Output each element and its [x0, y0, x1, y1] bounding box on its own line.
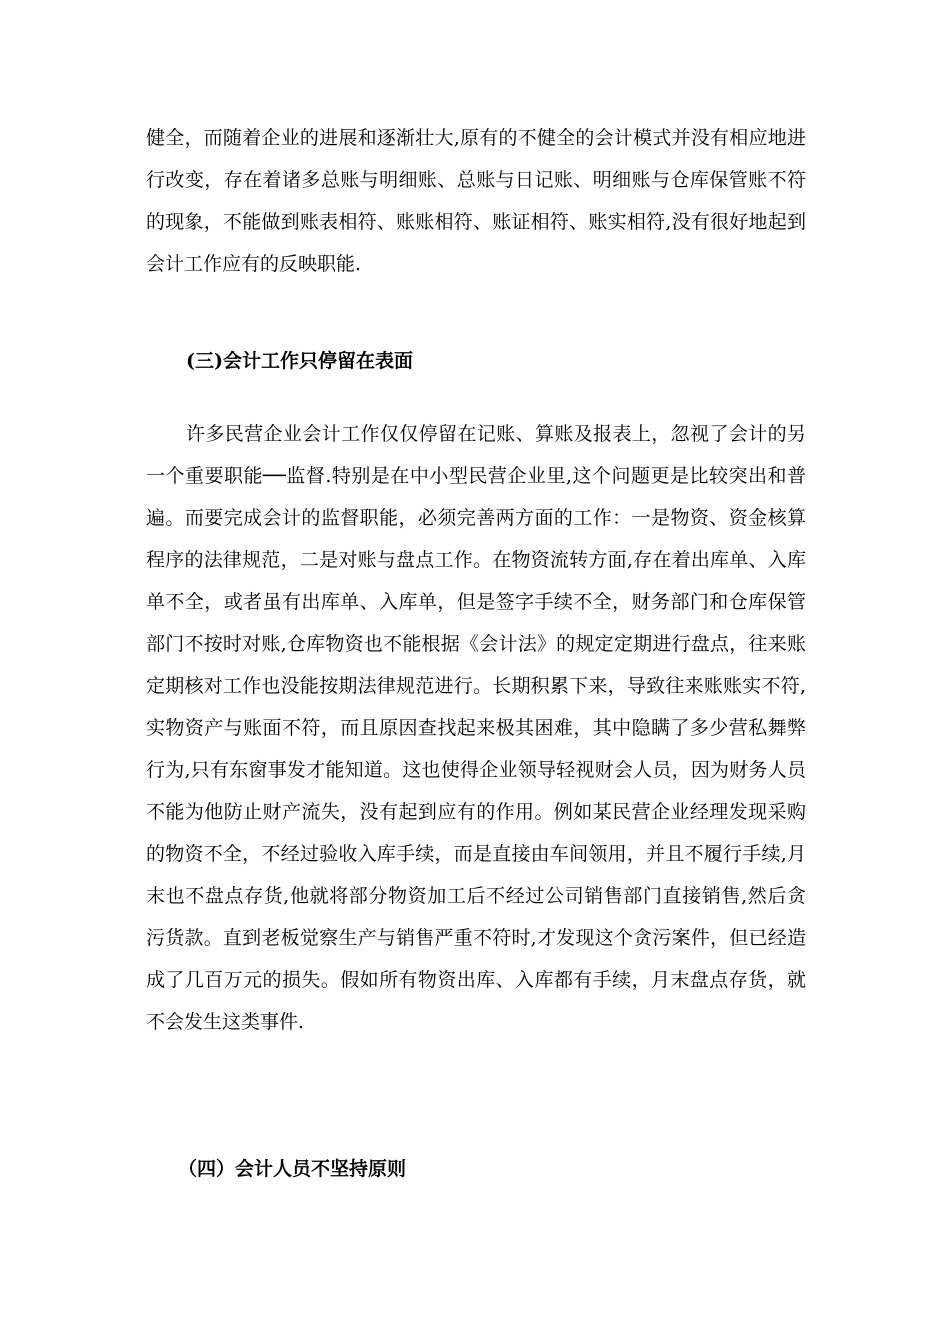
text-line: 的物资不全，不经过验收入库手续，而是直接由车间领用，并且不履行手续,月 [146, 843, 806, 865]
text-line: 单不全，或者虽有出库单、入库单，但是签字手续不全，财务部门和仓库保管 [146, 591, 806, 613]
text-line: 遍。而要完成会计的监督职能，必须完善两方面的工作：一是物资、资金核算 [146, 507, 806, 529]
text-line: 一个重要职能──监督.特别是在中小型民营企业里,这个问题更是比较突出和普 [146, 465, 806, 487]
text-line: 成了几百万元的损失。假如所有物资出库、入库都有手续，月末盘点存货，就 [146, 969, 806, 991]
text-line: 程序的法律规范，二是对账与盘点工作。在物资流转方面,存在着出库单、入库 [146, 549, 806, 571]
text-line: 末也不盘点存货,他就将部分物资加工后不经过公司销售部门直接销售,然后贪 [146, 885, 806, 907]
text-line: 污货款。直到老板觉察生产与销售严重不符时,才发现这个贪污案件，但已经造 [146, 927, 806, 949]
text-line: 不会发生这类事件. [146, 1011, 305, 1033]
text-line: 行为,只有东窗事发才能知道。这也使得企业领导轻视财会人员，因为财务人员 [146, 759, 806, 781]
section-heading-3: (三)会计工作只停留在表面 [186, 350, 413, 372]
text-line: 健全，而随着企业的进展和逐渐壮大,原有的不健全的会计模式并没有相应地进 [146, 127, 806, 149]
text-line: 部门不按时对账,仓库物资也不能根据《会计法》的规定定期进行盘点，往来账 [146, 633, 806, 655]
text-line: 会计工作应有的反映职能. [146, 253, 362, 275]
text-line: 实物资产与账面不符，而且原因查找起来极其困难，其中隐瞒了多少营私舞弊 [146, 717, 806, 739]
text-line: 定期核对工作也没能按期法律规范进行。长期积累下来，导致往来账账实不符, [146, 675, 806, 697]
text-line: 行改变，存在着诸多总账与明细账、总账与日记账、明细账与仓库保管账不符 [146, 169, 806, 191]
text-line: 的现象，不能做到账表相符、账账相符、账证相符、账实相符,没有很好地起到 [146, 211, 806, 233]
text-line: 不能为他防止财产流失，没有起到应有的作用。例如某民营企业经理发现采购 [146, 801, 806, 823]
text-line: 许多民营企业会计工作仅仅停留在记账、算账及报表上，忽视了会计的另 [186, 423, 806, 445]
section-heading-4: （四）会计人员不坚持原则 [178, 1158, 407, 1180]
